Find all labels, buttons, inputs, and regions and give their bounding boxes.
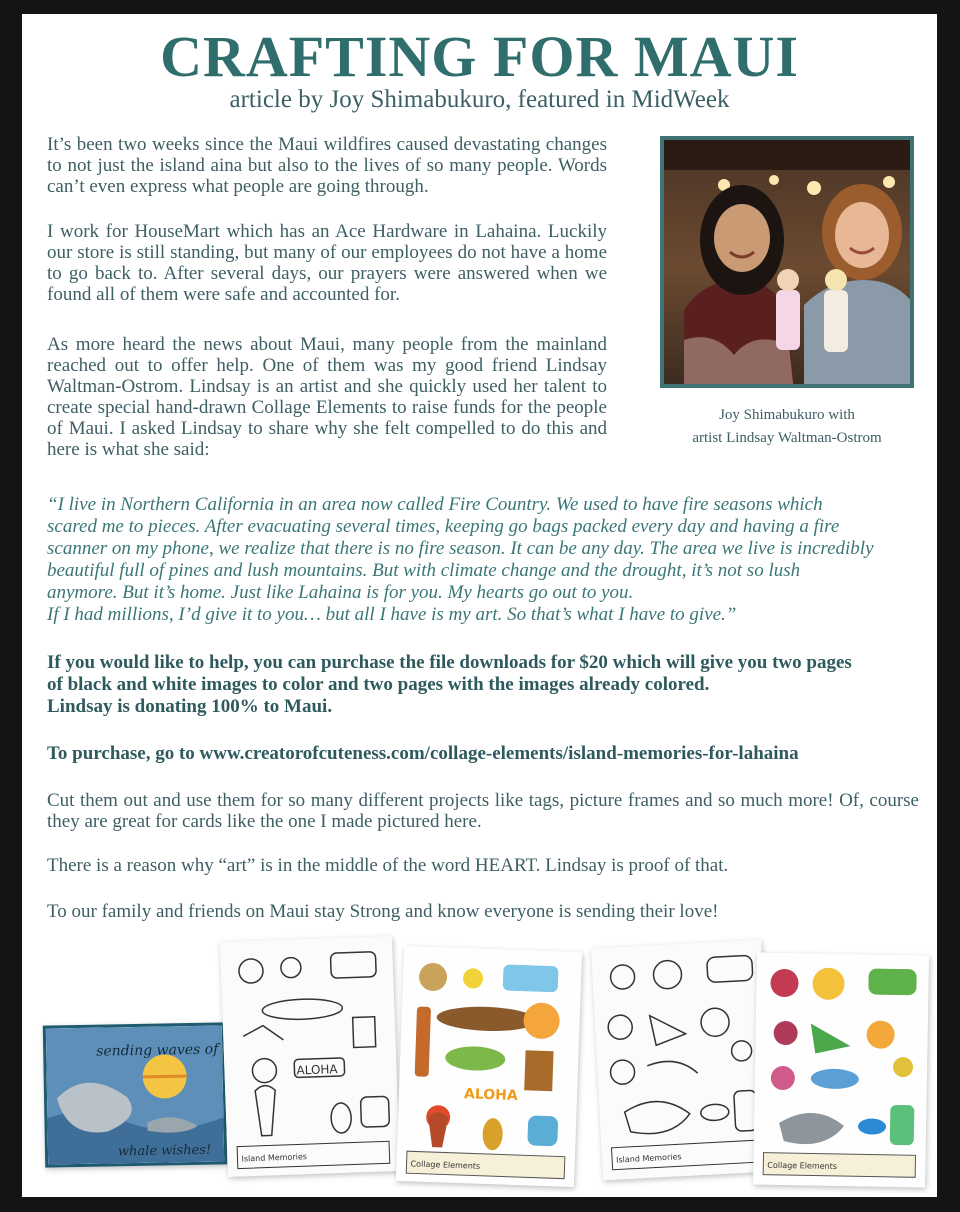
card-text-bottom: whale wishes! bbox=[117, 1142, 212, 1160]
sheet-bw-1-label: Island Memories bbox=[241, 1152, 308, 1164]
paragraph-lindsay: As more heard the news about Maui, many people from the mainland reached out to offer help. One of them was my good friend Lindsay Waltman-Ostrom. Lindsay is an artist and she quickly used her talent to create special hand-drawn Collage Elements to raise funds for the people of Maui. I asked Lindsay to share why she felt compelled to do this and here is what she said: bbox=[47, 334, 607, 460]
whale-card bbox=[43, 1022, 227, 1167]
caption-line-2: artist Lindsay Waltman-Ostrom bbox=[692, 430, 882, 446]
sheet-bw-2-art bbox=[591, 940, 773, 1181]
sheet-color-1-label: Collage Elements bbox=[410, 1159, 481, 1171]
paragraph-love: To our family and friends on Maui stay Strong and know everyone is sending their love! bbox=[47, 901, 719, 922]
sheet-color-2-label: Collage Elements bbox=[767, 1160, 838, 1171]
purchase-link[interactable]: To purchase, go to www.creatorofcuteness.com/collage-elements/island-memories-for-lahaina bbox=[47, 743, 799, 764]
quote-line: “I live in Northern California in an area now called Fire Country. We used to have fire seasons which bbox=[47, 494, 823, 515]
paragraph-housemart: I work for HouseMart which has an Ace Hardware in Lahaina. Luckily our store is still standing, but many of our employees do not have a home to go back to. After several days, our prayers were answered when we found all of them were safe and accounted for. bbox=[47, 221, 607, 305]
coloring-sheet-bw-2 bbox=[591, 940, 773, 1181]
help-line-2: of black and white images to color and two pages with the images already colored. bbox=[47, 674, 710, 695]
joy-and-lindsay-photo bbox=[660, 136, 914, 388]
article-title: CRAFTING FOR MAUI bbox=[160, 24, 799, 89]
photo-illustration bbox=[664, 140, 914, 388]
quote-line: If I had millions, I’d give it to you… but all I have is my art. So that’s what I have to give.” bbox=[47, 604, 737, 625]
coloring-sheet-color-1 bbox=[396, 946, 582, 1187]
paragraph-intro: It’s been two weeks since the Maui wildfires caused devastating changes to not just the island aina but also to the lives of so many people. Words can’t even express what people are going through. bbox=[47, 134, 607, 197]
sheet-bw-1-aloha: ALOHA bbox=[296, 1062, 338, 1078]
paragraph-projects: Cut them out and use them for so many different projects like tags, picture frames and so much more! Of, course they are great for cards like the one I made pictured here. bbox=[47, 790, 919, 832]
help-line-3: Lindsay is donating 100% to Maui. bbox=[47, 696, 333, 717]
paragraph-heart: There is a reason why “art” is in the middle of the word HEART. Lindsay is proof of that. bbox=[47, 855, 729, 876]
card-text-top: sending waves of bbox=[96, 1041, 219, 1060]
lindsay-quote bbox=[47, 494, 909, 626]
sheet-color-1-art bbox=[396, 946, 582, 1187]
quote-line: beautiful full of pines and lush mountains. But with climate change and the drought, it’s not so lush bbox=[47, 560, 801, 581]
quote-line: anymore. But it’s home. Just like Lahaina is for you. My hearts go out to you. bbox=[47, 582, 634, 603]
caption-line-1: Joy Shimabukuro with bbox=[719, 407, 855, 423]
help-callout bbox=[47, 652, 927, 718]
whale-card-art bbox=[46, 1025, 224, 1164]
article-subtitle: article by Joy Shimabukuro, featured in MidWeek bbox=[229, 86, 730, 113]
sheet-color-2-art bbox=[753, 953, 929, 1188]
article-page bbox=[22, 14, 937, 1197]
coloring-sheet-bw-1 bbox=[220, 936, 400, 1177]
help-line-1: If you would like to help, you can purchase the file downloads for $20 which will give you two pages bbox=[47, 652, 852, 673]
photo-caption bbox=[642, 404, 932, 450]
coloring-sheet-color-2 bbox=[753, 953, 929, 1188]
quote-line: scanner on my phone, we realize that there is no fire season. It can be any day. The area we live is incredibly bbox=[47, 538, 874, 559]
sheet-color-1-aloha: ALOHA bbox=[463, 1086, 518, 1105]
sheet-bw-1-art bbox=[220, 936, 400, 1177]
quote-line: scared me to pieces. After evacuating several times, keeping go bags packed every day and having a fire bbox=[47, 516, 840, 537]
sheet-bw-2-label: Island Memories bbox=[615, 1152, 682, 1165]
